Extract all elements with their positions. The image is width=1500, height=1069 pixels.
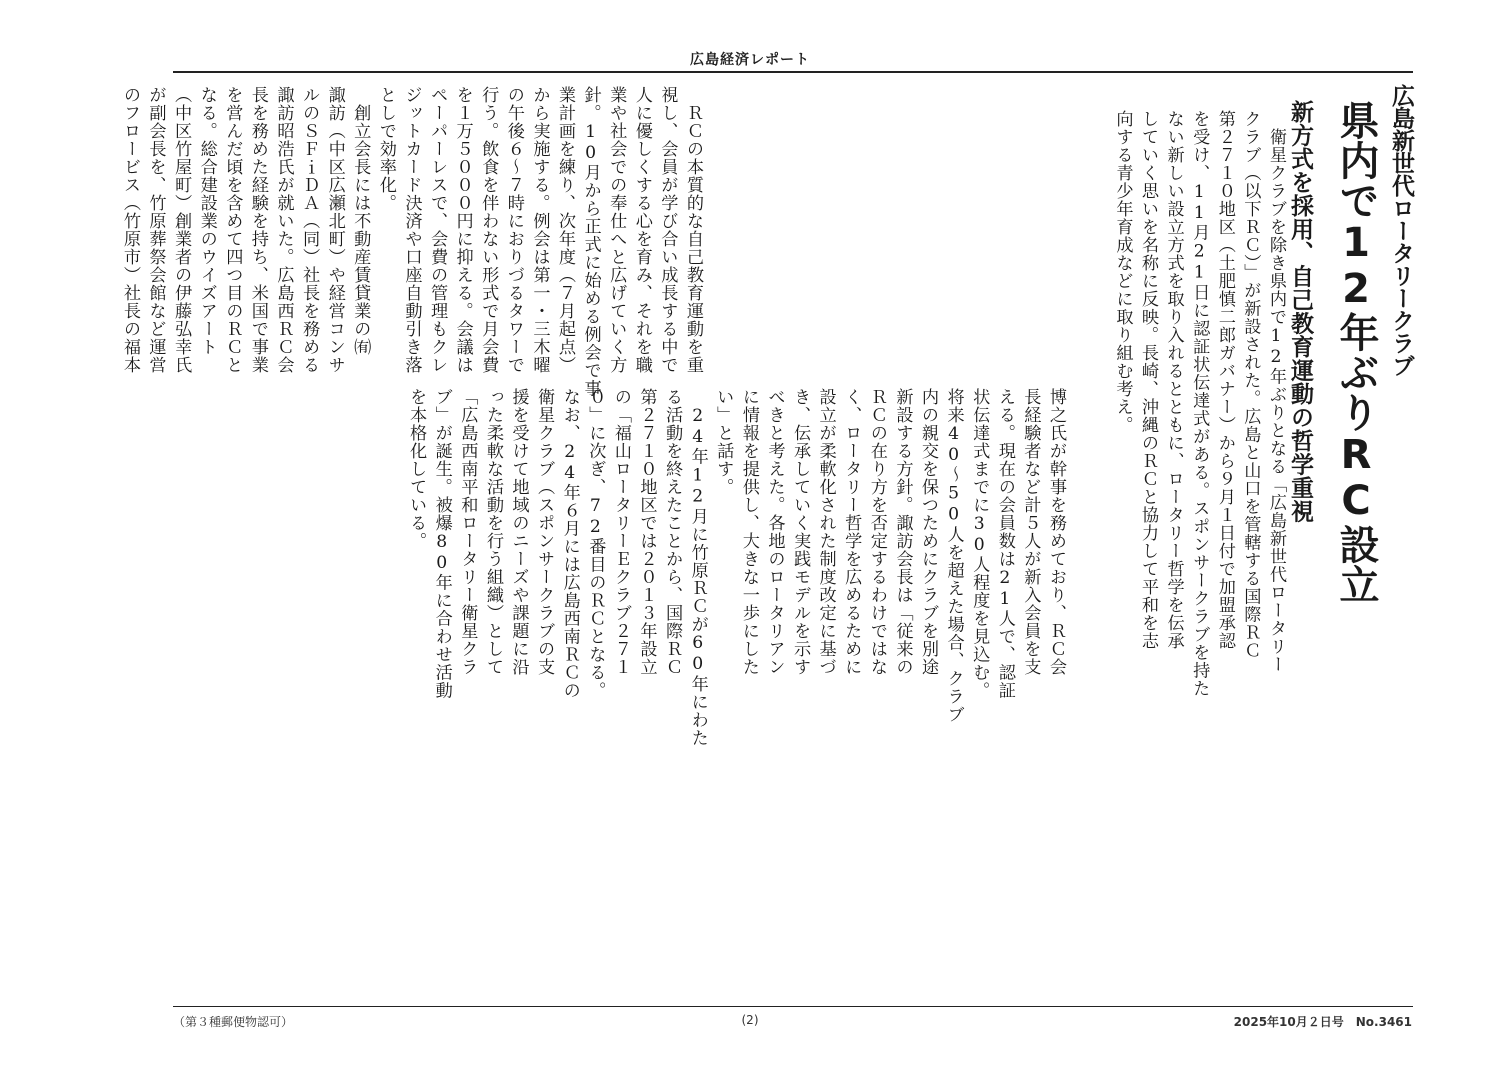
article-subhead: 新方式を採用、自己教育運動の哲学重視 — [1287, 100, 1314, 523]
page-number: (2) — [741, 1013, 759, 1027]
article-column-right: 博之氏が幹事を務めており、ＲＣ会 長経験者など計５人が新入会員を支 える。現在の会員数は21人で、認証 状伝達式までに30人程度を見込む。 将来40～50人を超えた場合、クラブ 内の親交を保つためにクラブを別途 新設する方針。諏訪会長は「従来の ＲＣの在り方を否定するわけではな く、ロータリー哲学を広めるために 設立が柔軟化された制度改定に基づ き、伝承していく実践モデルを示す べきと考えた。各地のロータリアン に情報を提供し、大きな一歩にした い」と話す。 24年12月に竹原ＲＣが60年にわた る活動を終えたことから、国際ＲＣ 第２７１０地区では２０１３年設立 の「福山ロータリーＥクラブ２７１ ０」に次ぎ、72番目のＲＣとなる。 なお、24年６月には広島西南ＲＣの 衛星クラブ（スポンサークラブの支 援を受けて地域のニーズや課題に沿 った柔軟な活動を行う組織）として 「広島西南平和ロータリー衛星クラ ブ」が誕生。被爆80年に合わせ活動 を本格化している。 — [406, 388, 1066, 747]
article-headline: 県内で12年ぶりRC設立 — [1333, 100, 1379, 604]
header-rule — [173, 71, 1413, 73]
postal-permit-note: （第３種郵便物認可） — [173, 1015, 294, 1029]
footer-rule — [173, 1006, 1413, 1007]
article-kicker: 広島新世代ロータリークラブ — [1388, 84, 1414, 377]
publication-title: 広島経済レポート — [690, 52, 810, 68]
article-lead: 衛星クラブを除き県内で12年ぶりとなる「広島新世代ロータリー クラブ（以下ＲＣ）」が新設された。広島と山口を管轄する国際ＲＣ 第２７１０地区（土肥慎二郎ガバナー）から９月１日付で加盟承認 を受け、11月21日に認証状伝達式がある。スポンサークラブを持た ない新しい設立方式を取り入れるとともに、ロータリー哲学を伝承 していく思いを名称に反映。長崎、沖縄のＲＣと協力して平和を志 向する青少年育成などに取り組む考え。 — [1112, 110, 1286, 698]
article-column-left: ＲＣの本質的な自己教育運動を重 視し、会員が学び合い成長する中で 人に優しくする心を育み、それを職 業や社会での奉仕へと広げていく方 針。10月から正式に始める例会で事 業計画を練り、次年度（７月起点） から実施する。例会は第一・三木曜 の午後６～７時におりづるタワーで 行う。飲食を伴わない形式で月会費 を１万５０００円に抑える。会議は ペーパーレスで、会費の管理もクレ ジットカード決済や口座自動引き落 としで効率化。 創立会長には不動産賃貸業の㈲ 諏訪（中区広瀬北町）や経営コンサ ルのＳＦｉＤＡ（同）社長を務める 諏訪昭浩氏が就いた。広島西ＲＣ会 長を務めた経験を持ち、米国で事業 を営んだ頃を含めて四つ目のＲＣと なる。総合建設業のウイズアート （中区竹屋町）創業者の伊藤弘幸氏 が副会長を、竹原葬祭会館など運営 のフロービス（竹原市）社長の福本 — [119, 86, 703, 398]
issue-info: 2025年10月２日号 No.3461 — [1233, 1015, 1412, 1029]
